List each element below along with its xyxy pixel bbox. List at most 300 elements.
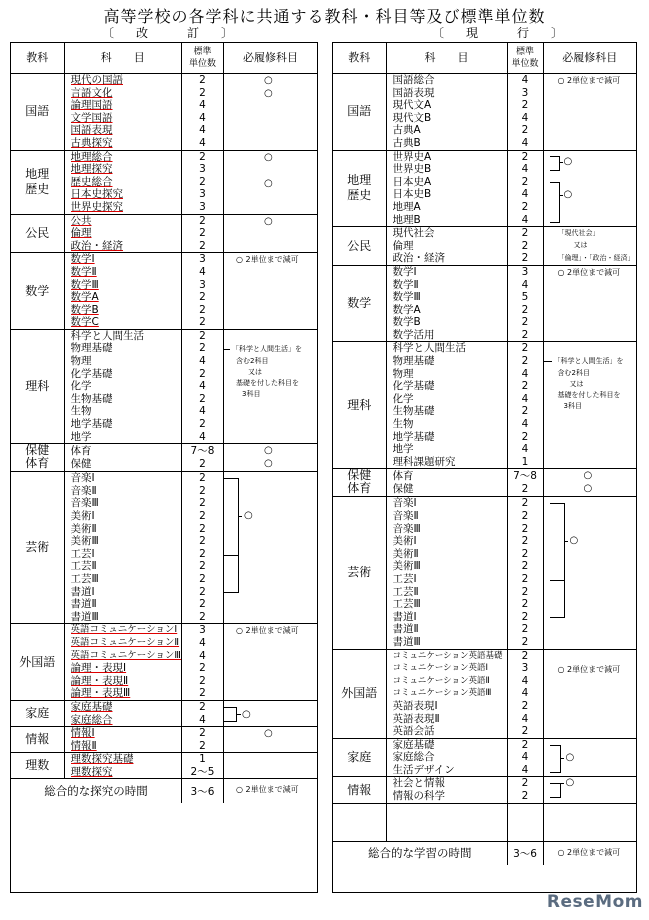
credit-value: 2 <box>521 649 529 662</box>
credit-value: 4 <box>199 380 206 393</box>
credit-value: 4 <box>199 405 206 418</box>
required-mark: ○ <box>583 483 593 495</box>
credit-value: 4 <box>521 392 529 405</box>
credit-value: 4 <box>199 636 206 649</box>
course-name: 書道Ⅲ <box>392 635 421 648</box>
course-name: 物理 <box>70 355 92 368</box>
course-name: 情報Ⅱ <box>70 739 97 752</box>
resemom-logo: ReseMom <box>546 892 643 912</box>
course-name: 化学基礎 <box>392 380 435 393</box>
required-mark: ○ 2単位まで減可 <box>235 626 299 636</box>
required-mark: ○ <box>263 728 273 740</box>
header-course: 科 目 <box>386 43 507 74</box>
credit-value: 2 <box>521 99 529 112</box>
subject-cell: 数学 <box>11 253 64 330</box>
credit-value: 5 <box>521 291 529 304</box>
credit-value: 2 <box>199 303 206 316</box>
credit-value: 2 <box>199 239 206 252</box>
credit-value: 4 <box>199 136 206 149</box>
course-name: 書道Ⅱ <box>70 598 97 611</box>
subject-cell: 家庭 <box>11 700 64 726</box>
course-name: 日本史B <box>392 188 432 201</box>
credit-value: 4 <box>199 265 206 278</box>
credit-value: 2 <box>521 380 529 393</box>
course-name: 音楽Ⅲ <box>70 497 99 510</box>
header-subject: 教科 <box>11 43 64 74</box>
subject-cell: 家庭 <box>333 738 386 777</box>
course-name: 家庭総合 <box>70 713 113 726</box>
credit-value: 4 <box>199 430 206 443</box>
credit-value: 2 <box>199 535 206 548</box>
credit-value: 2 <box>521 547 529 560</box>
course-name: 体育 <box>70 445 92 458</box>
course-name: 数学活用 <box>392 328 435 341</box>
credit-value: 3～6 <box>181 779 223 803</box>
course-name: 書道Ⅲ <box>70 610 99 623</box>
course-name: 書道Ⅰ <box>70 585 95 598</box>
credit-value: 2 <box>199 560 206 573</box>
course-name: 国語総合 <box>392 74 435 86</box>
required-mark: ○ 2単位まで減可 <box>557 267 621 277</box>
table-row <box>333 342 636 469</box>
course-name: 体育 <box>392 470 414 483</box>
course-name: 化学基礎 <box>70 367 113 380</box>
credit-value: 2 <box>521 430 529 443</box>
required-mark: ○ <box>263 151 273 163</box>
course-name: 英語コミュニケーションⅠ <box>70 624 178 636</box>
course-name: 音楽Ⅱ <box>392 510 419 522</box>
course-name: 英語会話 <box>392 725 435 738</box>
civics-requirement-note: 「現代社会」 又は 「倫理」・「政治・経済」 <box>543 227 636 266</box>
header-credits: 標準 単位数 <box>181 43 223 74</box>
table-row <box>333 74 636 151</box>
course-name: コミュニケーション英語Ⅲ <box>392 688 492 699</box>
required-mark: ○ 2単位まで減可 <box>557 664 621 674</box>
table-row <box>333 469 636 497</box>
course-name: 書道Ⅰ <box>392 610 417 623</box>
subject-cell: 保健 体育 <box>333 469 386 497</box>
table-row <box>333 497 636 649</box>
credit-value: 4 <box>199 111 206 124</box>
course-name: 地理B <box>392 213 421 226</box>
credit-value: 2 <box>521 777 529 790</box>
revised-table <box>10 42 318 893</box>
course-name: 音楽Ⅱ <box>70 484 97 497</box>
credit-value: 2 <box>199 585 206 598</box>
header-required: 必履修科目 <box>223 43 317 74</box>
credit-value: 2 <box>521 699 529 712</box>
credit-value: 4 <box>521 278 529 291</box>
credit-value: 2 <box>521 482 529 495</box>
course-name: 数学C <box>70 316 99 329</box>
subject-cell: 国語 <box>333 74 386 151</box>
subject-cell: 外国語 <box>11 624 64 701</box>
subject-cell: 保健 体育 <box>11 444 64 472</box>
credit-value: 4 <box>199 355 206 368</box>
required-mark: ○ 2単位まで減可 <box>557 847 621 857</box>
credit-value: 2 <box>521 328 529 341</box>
table-row <box>333 150 636 227</box>
course-name: 数学Ⅲ <box>392 291 421 304</box>
subject-cell: 理数 <box>11 753 64 779</box>
course-name: 数学Ⅱ <box>392 278 419 291</box>
course-name: 家庭基礎 <box>392 738 435 751</box>
credit-value: 2 <box>199 175 206 188</box>
credit-value: 2 <box>199 150 206 163</box>
credit-value: 2 <box>521 175 529 188</box>
course-name: 美術Ⅱ <box>392 547 419 560</box>
credit-value: 4 <box>521 213 529 226</box>
required-mark: ○ <box>263 215 273 227</box>
subject-cell: 芸術 <box>11 472 64 624</box>
credit-value: 2 <box>199 367 206 380</box>
credit-value: 2 <box>521 738 529 751</box>
course-name: 文学国語 <box>70 111 113 124</box>
course-name: 国語表現 <box>70 124 113 137</box>
arts-bracket: ○ <box>543 497 636 649</box>
credit-value: 3 <box>521 662 529 675</box>
credit-value: 3 <box>199 188 206 201</box>
credit-value: 4 <box>199 713 206 726</box>
course-name: 国語表現 <box>392 86 435 99</box>
arts-bracket: ○ <box>223 472 317 624</box>
credit-value: 4 <box>521 188 529 201</box>
course-name: コミュニケーション英語Ⅱ <box>392 675 490 686</box>
credit-value: 2 <box>199 547 206 560</box>
credit-value: 2 <box>521 560 529 573</box>
course-name: 理科課題研究 <box>392 455 456 468</box>
course-name: 政治・経済 <box>70 239 123 252</box>
current-table <box>332 42 637 893</box>
course-name: 世界史B <box>392 163 432 176</box>
required-mark: ○ 2単位まで減可 <box>235 785 299 795</box>
course-name: 英語コミュニケーションⅢ <box>70 649 181 661</box>
credit-value: 2 <box>521 303 529 316</box>
credit-value: 3 <box>199 253 206 266</box>
credit-value: 2 <box>199 342 206 355</box>
course-name: 家庭総合 <box>392 751 435 764</box>
credit-value: 2 <box>521 598 529 611</box>
credit-value: 2 <box>521 405 529 418</box>
course-name: 化学 <box>392 392 414 405</box>
course-name: 数学B <box>392 316 421 329</box>
table-row <box>333 649 636 738</box>
required-mark: ○ <box>263 445 273 457</box>
header-subject: 教科 <box>333 43 386 74</box>
course-name: 美術Ⅱ <box>70 522 97 535</box>
credit-value: 2 <box>521 635 529 648</box>
course-name: 物理基礎 <box>70 342 113 355</box>
credit-value: 2 <box>199 662 206 675</box>
credit-value: 4 <box>521 136 529 149</box>
credit-value: 2 <box>199 392 206 405</box>
credit-value: 2 <box>521 124 529 137</box>
credit-value: 2 <box>199 674 206 687</box>
credit-value: 3 <box>521 86 529 99</box>
credit-value: 2 <box>521 316 529 329</box>
required-mark: ○ 2単位まで減可 <box>235 255 299 265</box>
course-name: 保健 <box>70 457 92 470</box>
course-name: 論理国語 <box>70 99 113 112</box>
course-name: 英語表現Ⅱ <box>392 712 440 725</box>
course-name: 歴史総合 <box>70 175 113 188</box>
credit-value: 4 <box>521 712 529 725</box>
credit-value: 3 <box>521 265 529 278</box>
credit-value: 2 <box>199 687 206 700</box>
course-name: 音楽Ⅰ <box>70 472 95 485</box>
subject-cell: 公民 <box>11 214 64 253</box>
credit-value: 4 <box>521 74 529 86</box>
credit-value: 2 <box>521 535 529 548</box>
course-name: 古典B <box>392 136 421 149</box>
course-name: 論理・表現Ⅱ <box>70 674 129 687</box>
credit-value: 4 <box>521 367 529 380</box>
table-row <box>11 753 317 779</box>
info-bracket: ○ <box>543 777 636 803</box>
course-name: 美術Ⅲ <box>70 535 99 548</box>
course-name: 社会と情報 <box>392 777 445 790</box>
credit-value: 2 <box>521 585 529 598</box>
subject-cell: 芸術 <box>333 497 386 649</box>
table-row <box>11 74 317 151</box>
table-row <box>333 227 636 266</box>
credit-value: 2 <box>199 291 206 304</box>
required-mark: ○ <box>263 458 273 470</box>
course-name: 美術Ⅰ <box>392 535 417 548</box>
required-mark: ○ 2単位まで減可 <box>557 76 621 85</box>
course-name: 倫理 <box>392 239 414 252</box>
science-requirement-note: 「科学と人間生活」を 含む2科目 又は 基礎を付した科目を 3科目 <box>223 329 317 443</box>
credit-value: 2 <box>199 510 206 522</box>
subject-cell: 理科 <box>11 329 64 443</box>
credit-value: 2 <box>521 623 529 636</box>
course-name: 工芸Ⅰ <box>392 572 417 585</box>
credit-value: 7～8 <box>190 445 215 458</box>
credit-value: 4 <box>521 443 529 456</box>
credit-value: 2 <box>521 355 529 368</box>
course-name: 地理総合 <box>70 150 113 163</box>
credit-value: 2 <box>199 457 206 470</box>
home-bracket: ○ <box>543 738 636 777</box>
course-name: 工芸Ⅲ <box>70 572 99 585</box>
table-row <box>333 738 636 777</box>
course-name: コミュニケーション英語Ⅰ <box>392 663 488 674</box>
course-name: 言語文化 <box>70 86 113 99</box>
course-name: 音楽Ⅲ <box>392 522 421 535</box>
credit-value: 2 <box>199 484 206 497</box>
credit-value: 2 <box>199 86 206 99</box>
course-name: 音楽Ⅰ <box>392 497 417 510</box>
course-name: 世界史A <box>392 150 432 163</box>
course-name: 数学Ⅰ <box>70 253 95 266</box>
subject-cell: 外国語 <box>333 649 386 738</box>
subject-cell: 国語 <box>11 74 64 151</box>
credit-value: 2 <box>199 497 206 510</box>
course-name: 地学基礎 <box>392 430 435 443</box>
credit-value: 1 <box>199 753 206 766</box>
credit-value: 1 <box>521 455 529 468</box>
table-row <box>11 444 317 472</box>
credit-value: 3 <box>199 624 206 637</box>
credit-value: 4 <box>521 163 529 176</box>
credit-value: 4 <box>199 124 206 137</box>
required-mark: ○ <box>583 470 593 482</box>
credit-value: 2 <box>199 727 206 740</box>
science-requirement-note: 「科学と人間生活」を 含む2科目 又は 基礎を付した科目を 3科目 <box>543 342 636 469</box>
course-name: 現代文A <box>392 99 432 112</box>
credit-value: 2 <box>521 572 529 585</box>
course-name: 世界史探究 <box>70 200 123 213</box>
course-name: 生物基礎 <box>70 392 113 405</box>
required-mark: ○ <box>263 88 273 99</box>
integrated-study-label: 総合的な学習の時間 <box>333 841 507 865</box>
course-name: 保健 <box>392 482 414 495</box>
credit-value: 7～8 <box>513 470 537 483</box>
course-name: 公共 <box>70 214 92 227</box>
table-row <box>11 253 317 330</box>
credit-value: 2 <box>521 227 529 240</box>
credit-value: 2 <box>199 572 206 585</box>
history-bracket: ○ ○ <box>543 150 636 227</box>
page-title: 高等学校の各学科に共通する教科・科目等及び標準単位数 <box>103 7 546 26</box>
course-name: 数学Ⅲ <box>70 278 99 291</box>
header-credits: 標準 単位数 <box>507 43 543 74</box>
header-required: 必履修科目 <box>543 43 636 74</box>
course-name: 工芸Ⅱ <box>70 560 97 573</box>
table-row <box>333 265 636 342</box>
credit-value: 4 <box>521 687 529 700</box>
table-row <box>11 779 317 803</box>
credit-value: 2 <box>199 418 206 431</box>
integrated-study-label: 総合的な探究の時間 <box>11 779 181 803</box>
course-name: 政治・経済 <box>392 252 445 265</box>
credit-value: 2 <box>199 329 206 342</box>
credit-value: 2 <box>199 472 206 485</box>
credit-value: 2 <box>521 239 529 252</box>
subtitle-current: 〔 現 行 〕 <box>432 26 569 40</box>
credit-value: 2～5 <box>190 765 215 778</box>
credit-value: 2 <box>521 252 529 265</box>
credit-value: 3 <box>199 163 206 176</box>
course-name: 数学A <box>70 291 99 304</box>
subject-cell: 情報 <box>11 727 64 753</box>
subject-cell: 理科 <box>333 342 386 469</box>
credit-value: 2 <box>199 700 206 713</box>
table-row <box>11 150 317 214</box>
course-name: 生物基礎 <box>392 405 435 418</box>
credit-value: 3 <box>199 278 206 291</box>
credit-value: 4 <box>521 763 529 776</box>
credit-value: 2 <box>199 598 206 611</box>
credit-value: 2 <box>521 497 529 510</box>
table-row <box>11 472 317 624</box>
credit-value: 2 <box>199 74 206 86</box>
credit-value: 2 <box>199 227 206 240</box>
credit-value: 2 <box>521 610 529 623</box>
table-row <box>333 841 636 865</box>
table-row <box>11 214 317 253</box>
credit-value: 2 <box>199 610 206 623</box>
table-row <box>11 329 317 443</box>
course-name: 倫理 <box>70 227 92 240</box>
credit-value: 4 <box>521 111 529 124</box>
subject-cell: 数学 <box>333 265 386 342</box>
course-name: 科学と人間生活 <box>392 342 466 355</box>
course-name: 地学 <box>70 430 92 443</box>
course-name: 日本史探究 <box>70 188 123 201</box>
credit-value: 2 <box>521 510 529 522</box>
course-name: 情報の科学 <box>392 790 445 803</box>
course-name: 数学A <box>392 303 421 316</box>
required-mark: ○ <box>263 75 273 86</box>
course-name: 英語コミュニケーションⅡ <box>70 636 180 648</box>
course-name: 物理基礎 <box>392 355 435 368</box>
course-name: 現代文B <box>392 111 432 124</box>
course-name: 日本史A <box>392 175 432 188</box>
course-name: 英語表現Ⅰ <box>392 699 438 712</box>
course-name: 地学 <box>392 443 414 456</box>
table-row <box>11 727 317 753</box>
subject-cell: 情報 <box>333 777 386 803</box>
course-name: 数学B <box>70 303 99 316</box>
table-row <box>11 624 317 701</box>
course-name: 現代社会 <box>392 227 435 240</box>
table-row <box>11 700 317 726</box>
credit-value: 4 <box>199 99 206 112</box>
course-name: 美術Ⅲ <box>392 560 421 573</box>
credit-value: 2 <box>199 214 206 227</box>
course-name: 物理 <box>392 367 414 380</box>
credit-value: 2 <box>521 725 529 738</box>
course-name: 論理・表現Ⅲ <box>70 687 131 700</box>
course-name: コミュニケーション英語基礎 <box>392 650 503 661</box>
subject-cell: 公民 <box>333 227 386 266</box>
credit-value: 4 <box>521 418 529 431</box>
subtitle-revised: 〔 改 訂 〕 <box>102 26 239 40</box>
course-name: 地理探究 <box>70 163 113 176</box>
course-name: 工芸Ⅰ <box>70 547 95 560</box>
course-name: 理数探究 <box>70 765 113 778</box>
course-name: 工芸Ⅱ <box>392 585 419 598</box>
home-bracket: ○ <box>223 700 317 726</box>
course-name: 情報Ⅰ <box>70 727 95 740</box>
credit-value: 4 <box>521 674 529 687</box>
course-name: 数学Ⅱ <box>70 265 97 278</box>
course-name: 化学 <box>70 380 92 393</box>
course-name: 地理A <box>392 200 421 213</box>
credit-value: 2 <box>199 316 206 329</box>
credit-value: 4 <box>521 751 529 764</box>
credit-value: 3 <box>199 200 206 213</box>
credit-value: 2 <box>521 790 529 803</box>
course-name: 数学Ⅰ <box>392 265 417 278</box>
credit-value: 2 <box>199 739 206 752</box>
subject-cell: 地理 歴史 <box>11 150 64 214</box>
course-name: 論理・表現Ⅰ <box>70 662 127 675</box>
course-name: 科学と人間生活 <box>70 329 144 342</box>
course-name: 家庭基礎 <box>70 700 113 713</box>
required-mark: ○ <box>263 177 273 189</box>
credit-value: 2 <box>521 200 529 213</box>
credit-value: 2 <box>521 342 529 355</box>
course-name: 地学基礎 <box>70 418 113 431</box>
header-course: 科 目 <box>64 43 181 74</box>
course-name: 美術Ⅰ <box>70 510 95 522</box>
course-name: 理数探究基礎 <box>70 753 134 766</box>
credit-value: 2 <box>521 522 529 535</box>
course-name: 古典A <box>392 124 421 137</box>
table-row <box>333 777 636 803</box>
